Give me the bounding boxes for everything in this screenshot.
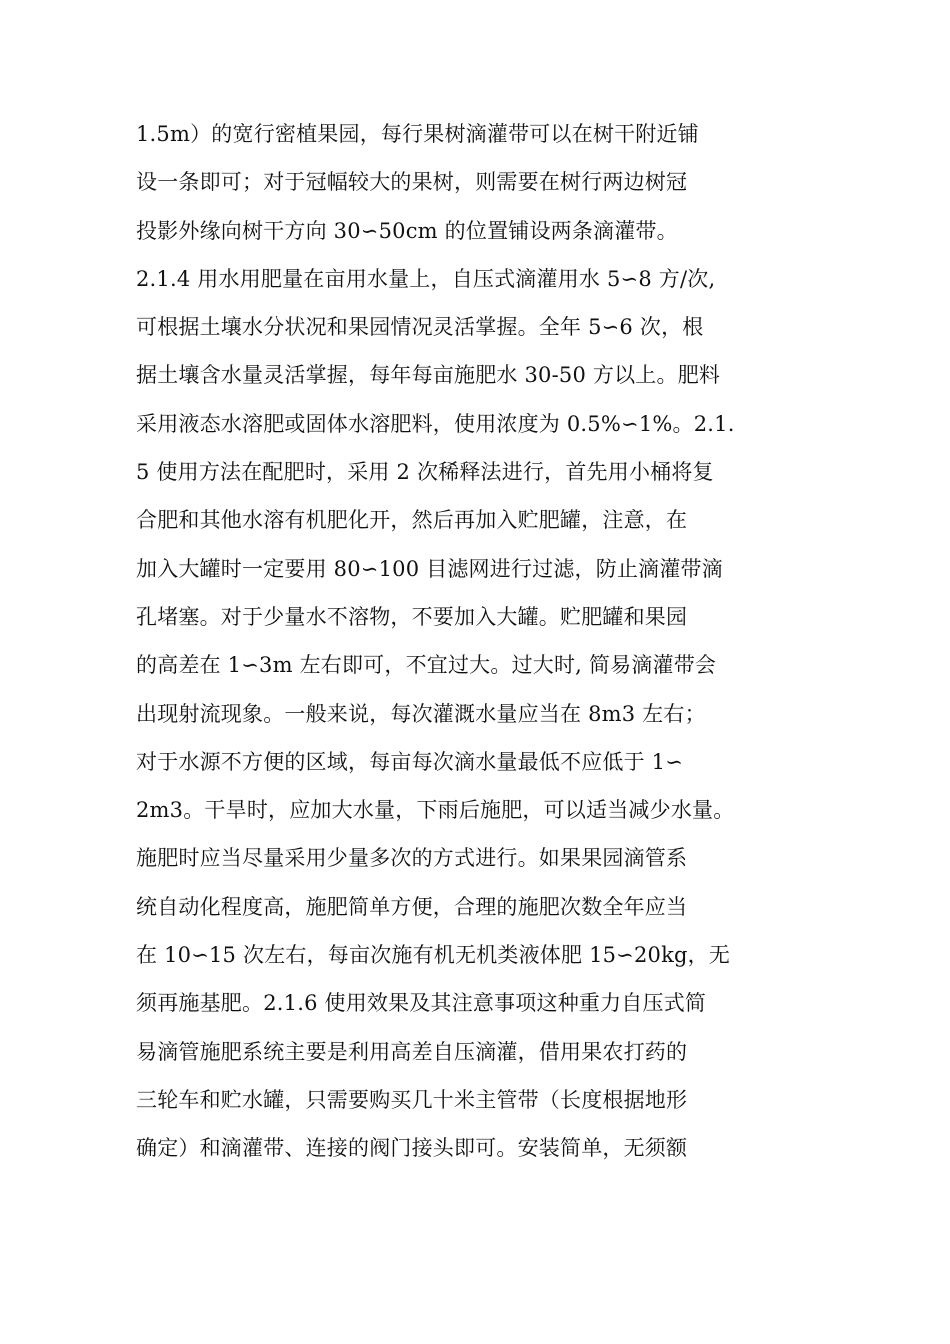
text-line: 对于水源不方便的区域，每亩每次滴水量最低不应低于 1∽ (136, 749, 684, 774)
text-line: 1.5m）的宽行密植果园，每行果树滴灌带可以在树干附近铺 (136, 122, 699, 146)
text-line: 易滴管施肥系统主要是利用高差自压滴灌，借用果农打药的 (136, 1039, 688, 1064)
text-line: 确定）和滴灌带、连接的阀门接头即可。安装简单，无须额 (136, 1136, 688, 1161)
text-line: 可根据土壤水分状况和果园情况灵活掌握。全年 5∽6 次，根 (136, 315, 704, 340)
text-line: 5 使用方法在配肥时，采用 2 次稀释法进行，首先用小桶将复 (136, 460, 714, 485)
text-line: 2m3。干旱时，应加大水量，下雨后施肥，可以适当减少水量。 (136, 798, 735, 823)
text-line: 须再施基肥。2.1.6 使用效果及其注意事项这种重力自压式简 (136, 991, 707, 1016)
text-line: 据土壤含水量灵活掌握，每年每亩施肥水 30-50 方以上。肥料 (136, 363, 721, 388)
text-line: 在 10∽15 次左右，每亩次施有机无机类液体肥 15∽20kg，无 (136, 943, 731, 968)
text-line: 加入大罐时一定要用 80∽100 目滤网进行过滤，防止滴灌带滴 (136, 556, 723, 581)
text-line: 投影外缘向树干方向 30∽50cm 的位置铺设两条滴灌带。 (136, 218, 678, 243)
body-text (136, 110, 836, 1173)
text-line: 的高差在 1∽3m 左右即可，不宜过大。过大时, 简易滴灌带会 (136, 653, 717, 678)
text-line: 采用液态水溶肥或固体水溶肥料，使用浓度为 0.5%∽1%。2.1. (136, 411, 735, 436)
text-line: 三轮车和贮水罐，只需要购买几十米主管带（长度根据地形 (136, 1087, 688, 1112)
text-line: 施肥时应当尽量采用少量多次的方式进行。如果果园滴管系 (136, 846, 688, 871)
text-line: 出现射流现象。一般来说，每次灌溉水量应当在 8m3 左右； (136, 701, 706, 726)
text-line: 统自动化程度高，施肥简单方便，合理的施肥次数全年应当 (136, 894, 688, 919)
text-line: 孔堵塞。对于少量水不溶物，不要加入大罐。贮肥罐和果园 (136, 604, 688, 629)
text-line: 设一条即可；对于冠幅较大的果树，则需要在树行两边树冠 (136, 170, 688, 195)
text-line: 2.1.4 用水用肥量在亩用水量上，自压式滴灌用水 5∽8 方/次, (136, 266, 716, 291)
text-line: 合肥和其他水溶有机肥化开，然后再加入贮肥罐，注意，在 (136, 508, 688, 533)
